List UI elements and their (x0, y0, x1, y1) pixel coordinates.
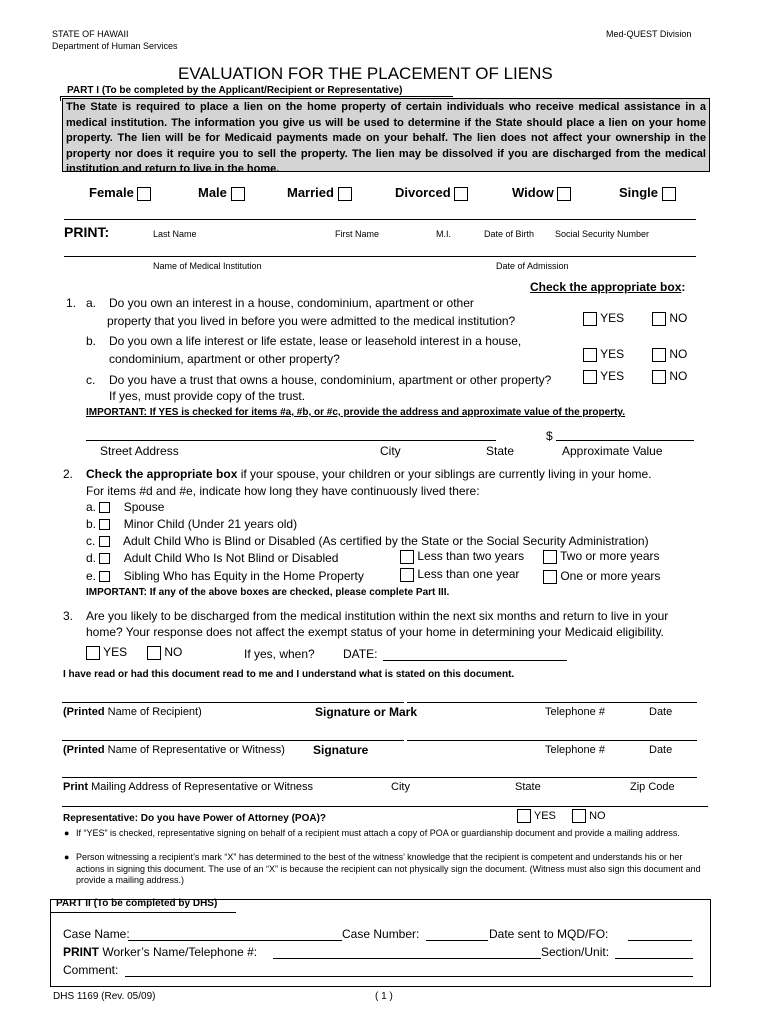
q1c-line2: If yes, must provide copy of the trust. (109, 389, 306, 403)
q1c-no[interactable]: NO (652, 369, 687, 384)
division-name: Med-QUEST Division (606, 29, 692, 39)
field-first-name: First Name (335, 229, 380, 239)
date-sent-label: Date sent to MQD/FO: (489, 927, 609, 941)
q1b-yes[interactable]: YES (583, 347, 624, 362)
field-mi: M.I. (436, 229, 451, 239)
comment-label: Comment: (63, 963, 119, 977)
worker-line[interactable] (273, 958, 541, 959)
option-single[interactable]: Single (619, 185, 676, 201)
poa-top-line (62, 806, 708, 807)
rep-tel-label: Telephone # (545, 744, 605, 756)
part2-heading: PART II (To be completed by DHS) (56, 898, 218, 909)
recipient-date-label: Date (649, 706, 673, 718)
checkbox-male[interactable] (231, 187, 245, 201)
city-label: City (380, 444, 401, 458)
checkbox-q3-yes[interactable] (86, 646, 100, 660)
q1a-yes[interactable]: YES (583, 311, 624, 326)
q2-line2: For items #d and #e, indicate how long they have continuously lived there: (86, 484, 480, 498)
approx-value-label: Approximate Value (562, 444, 663, 458)
check-box-note: Check the appropriate box: (530, 280, 686, 294)
poa-no[interactable]: NO (572, 809, 606, 823)
acknowledge-text: I have read or had this document read to me and I understand what is stated on this document. (63, 669, 515, 680)
option-widow[interactable]: Widow (512, 185, 571, 201)
option-divorced[interactable]: Divorced (395, 185, 468, 201)
part1-intro: The State is required to place a lien on the home property of certain individuals who receive medical assistance in a medical institution. The information you give us will be used to determine if the State should place a lien on your home property. The lien will be for Medicaid payments made on your behalf. The lien does not affect your ownership in the property nor does it require you to sell the property. The lien may be dissolved if you are discharged from the medical institution and return to live in the home. (62, 98, 710, 172)
rep-name-line[interactable] (62, 740, 404, 741)
field-institution: Name of Medical Institution (153, 261, 262, 271)
q2-item-b[interactable]: b. Minor Child (Under 21 years old) (86, 517, 298, 531)
form-id: DHS 1169 (Rev. 05/09) (53, 991, 156, 1002)
q3-number: 3. (63, 609, 74, 623)
state-name: STATE OF HAWAII (52, 29, 129, 39)
mailing-address-line[interactable] (62, 777, 697, 778)
q3-if-yes: If yes, when? (244, 647, 315, 661)
comment-line[interactable] (125, 976, 693, 977)
recipient-signature-label: Signature or Mark (315, 705, 418, 719)
checkbox-q2b[interactable] (99, 519, 110, 530)
q1b-line2: condominium, apartment or other property? (109, 352, 340, 366)
q2-line1: Check the appropriate box if your spouse, your children or your siblings are currently living in your home. (86, 467, 652, 481)
option-female[interactable]: Female (89, 185, 151, 201)
print-label: PRINT: (64, 224, 110, 240)
institution-line[interactable] (64, 256, 696, 257)
q1c-line1: Do you have a trust that owns a house, condominium, apartment or other property? (109, 373, 552, 387)
field-admission-date: Date of Admission (496, 261, 569, 271)
checkbox-poa-yes[interactable] (517, 809, 531, 823)
case-number-line[interactable] (426, 940, 488, 941)
checkbox-q2c[interactable] (99, 536, 110, 547)
checkbox-q2d-less-two[interactable] (400, 550, 414, 564)
checkbox-q1c-no[interactable] (652, 370, 666, 384)
option-married[interactable]: Married (287, 185, 352, 201)
page-number: ( 1 ) (375, 991, 393, 1002)
recipient-name-line[interactable] (62, 702, 404, 703)
q3-line2: home? Your response does not affect the exempt status of your home in determining your Medicaid eligibility. (86, 625, 664, 639)
q2-important: IMPORTANT: If any of the above boxes are checked, please complete Part III. (86, 587, 450, 598)
checkbox-single[interactable] (662, 187, 676, 201)
q2d-opt2[interactable]: Two or more years (543, 549, 660, 564)
form-title: EVALUATION FOR THE PLACEMENT OF LIENS (178, 64, 553, 83)
recipient-tel-label: Telephone # (545, 706, 605, 718)
dollar-sign: $ (546, 429, 553, 443)
street-address-label: Street Address (100, 444, 179, 458)
recipient-name-label: (Printed Name of Recipient) (63, 706, 202, 718)
state-label: State (486, 444, 515, 458)
department-name: Department of Human Services (52, 41, 178, 51)
rep-name-label: (Printed Name of Representative or Witness) (63, 744, 285, 756)
section-unit-label: Section/Unit: (541, 945, 610, 959)
date-sent-line[interactable] (628, 940, 692, 941)
rep-signature-line[interactable] (407, 740, 697, 741)
checkbox-q1a-yes[interactable] (583, 312, 597, 326)
checkbox-female[interactable] (137, 187, 151, 201)
bullet-dot-2: ● (64, 852, 70, 862)
checkbox-widow[interactable] (557, 187, 571, 201)
q1-number: 1. (66, 296, 77, 310)
mailing-state-label: State (515, 781, 541, 793)
checkbox-q1b-no[interactable] (652, 348, 666, 362)
q3-line1: Are you likely to be discharged from the medical institution within the next six months and return to live in your (86, 609, 669, 623)
checkbox-q2e-less-one[interactable] (400, 568, 414, 582)
checkbox-married[interactable] (338, 187, 352, 201)
q1a-no[interactable]: NO (652, 311, 687, 326)
q2-item-c[interactable]: c. Adult Child Who is Blind or Disabled (As certified by the State or the Social Security Administration) (86, 534, 649, 548)
q1c-letter: c. (86, 373, 96, 387)
address-line[interactable] (86, 440, 496, 441)
field-ssn: Social Security Number (555, 229, 650, 239)
field-last-name: Last Name (153, 229, 197, 239)
recipient-signature-line[interactable] (407, 702, 697, 703)
q2-number: 2. (63, 467, 74, 481)
rep-date-label: Date (649, 744, 673, 756)
bullet-dot-1: ● (64, 828, 70, 838)
rep-signature-label: Signature (313, 743, 369, 757)
worker-label: PRINT Worker’s Name/Telephone #: (63, 945, 258, 959)
checkbox-q2e-one-more[interactable] (543, 570, 557, 584)
q2-item-a[interactable]: a. Spouse (86, 500, 165, 514)
case-name-line[interactable] (128, 940, 342, 941)
part2-box (50, 899, 711, 987)
checkbox-q3-no[interactable] (147, 646, 161, 660)
case-name-label: Case Name: (63, 927, 130, 941)
q1b-line1: Do you own a life interest or life estate, lease or leasehold interest in a house, (109, 334, 522, 348)
q1-important: IMPORTANT: If YES is checked for items #a, #b, or #c, provide the address and approximate value of the property. (86, 407, 626, 418)
q3-date-line[interactable] (383, 660, 567, 661)
q2-item-e[interactable]: e. Sibling Who has Equity in the Home Property (86, 569, 364, 583)
checkbox-q1c-yes[interactable] (583, 370, 597, 384)
q2e-opt1[interactable]: Less than one year (400, 567, 519, 582)
poa-yes[interactable]: YES (517, 809, 556, 823)
q1c-yes[interactable]: YES (583, 369, 624, 384)
q1a-letter: a. (86, 296, 97, 310)
checkbox-q1a-no[interactable] (652, 312, 666, 326)
poa-question: Representative: Do you have Power of Attorney (POA)? (63, 813, 327, 824)
checkbox-poa-no[interactable] (572, 809, 586, 823)
checkbox-q2a[interactable] (99, 502, 110, 513)
mailing-zip-label: Zip Code (630, 781, 675, 793)
checkbox-divorced[interactable] (454, 187, 468, 201)
q2d-opt1[interactable]: Less than two years (400, 549, 524, 564)
checkbox-q1b-yes[interactable] (583, 348, 597, 362)
q1b-letter: b. (86, 334, 97, 348)
q3-yes[interactable]: YES (86, 645, 127, 660)
q2-item-d[interactable]: d. Adult Child Who Is Not Blind or Disabled (86, 551, 339, 565)
case-number-label: Case Number: (342, 927, 420, 941)
q1a-line2: property that you lived in before you were admitted to the medical institution? (107, 314, 516, 328)
field-dob: Date of Birth (484, 229, 535, 239)
section-unit-line[interactable] (615, 958, 693, 959)
mailing-city-label: City (391, 781, 410, 793)
q3-no[interactable]: NO (147, 645, 182, 660)
mailing-address-label: Print Mailing Address of Representative or Witness (63, 781, 314, 793)
name-line[interactable] (64, 219, 696, 220)
poa-bullet-1: If “YES” is checked, representative signing on behalf of a recipient must attach a copy of POA or guardianship document and provide a mailing address. (76, 828, 680, 838)
checkbox-q2d-two-more[interactable] (543, 550, 557, 564)
q1b-no[interactable]: NO (652, 347, 687, 362)
part1-heading: PART I (To be completed by the Applicant/Recipient or Representative) (67, 85, 403, 96)
checkbox-q2e[interactable] (99, 571, 110, 582)
q1a-line1: Do you own an interest in a house, condominium, apartment or other (109, 296, 474, 310)
option-male[interactable]: Male (198, 185, 245, 201)
q3-date-label: DATE: (343, 647, 378, 661)
q2e-opt2[interactable]: One or more years (543, 569, 660, 584)
checkbox-q2d[interactable] (99, 553, 110, 564)
value-line[interactable] (556, 440, 694, 441)
poa-bullet-2: Person witnessing a recipient’s mark “X” has determined to the best of the witness’ knowledge that the recipient is competent and understands his or her actions in signing this document. The use of an “X” is because the recipient can not physically sign the document. (Witness must also sign this document and provide a mailing address.) (76, 852, 701, 885)
